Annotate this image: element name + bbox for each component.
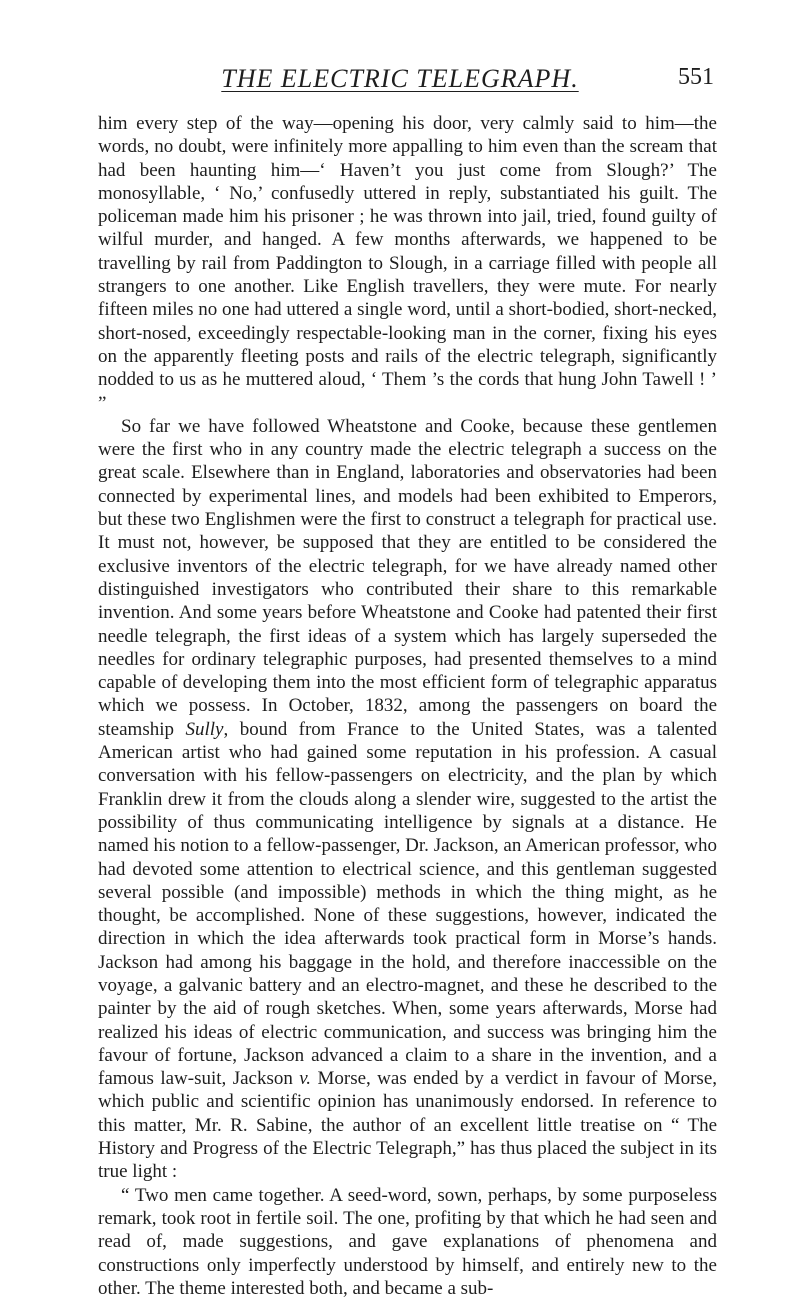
paragraph-3: “ Two men came together. A seed-word, sown, perhaps, by some purposeless remark, took root in fertile soil. The one, profiting by that which he had seen and read of, made suggestions, and gave explanations of phenomena and constructions only imperfectly understood by himself, and entirely new to the other. The theme interested both, and became a sub- (98, 1184, 717, 1299)
paragraph-2 (98, 415, 717, 1184)
running-head: THE ELECTRIC TELEGRAPH. (221, 64, 579, 93)
body-text (98, 112, 717, 1300)
page-number: 551 (678, 64, 714, 90)
versus-abbreviation: v. (299, 1068, 312, 1090)
paragraph-1: him every step of the way—opening his door, very calmly said to him—the words, no doubt, were infinitely more appalling to him even than the scream that had been haunting him—‘ Haven’t you just come from Slough?’ The monosyllable, ‘ No,’ confusedly uttered in reply, substantiated his guilt. The policeman made him his prisoner ; he was thrown into jail, tried, found guilty of wilful murder, and hanged. A few months afterwards, we happened to be travelling by rail from Paddington to Slough, in a carriage filled with people all strangers to one another. Like English travellers, they were mute. For nearly fifteen miles no one had uttered a single word, until a short-bodied, short-necked, short-nosed, exceedingly respectable-looking man in the corner, fixing his eyes on the apparently fleeting posts and rails of the electric telegraph, significantly nodded to us as he muttered aloud, ‘ Them ’s the cords that hung John Tawell ! ’ ” (98, 113, 717, 414)
ship-name: Sully (185, 718, 224, 740)
paragraph-2-part-2: , bound from France to the United States, was a talented American artist who had gained some reputation in his profession. A casual conversation with his fellow-passengers on electricity, and the plan by which Franklin drew it from the clouds along a slender wire, suggested to the artist the possibility of thus communicating intelligence by signals at a distance. He named his notion to a fellow-passenger, Dr. Jackson, an American professor, who had devoted some attention to electrical science, and this gentleman suggested several possible (and impossible) methods in which the thing might, as he thought, be accomplished. None of these suggestions, however, indicated the direction in which the idea afterwards took practical form in Morse’s hands. Jackson had among his baggage in the hold, and therefore inaccessible on the voyage, a galvanic battery and an electro-magnet, and these he described to the painter by the aid of rough sketches. When, some years afterwards, Morse had realized his ideas of electric communication, and success was bringing him the favour of fortune, Jackson advanced a claim to a share in the invention, and a famous law-suit, Jackson (98, 718, 717, 1090)
paragraph-2-part-1: So far we have followed Wheatstone and Cooke, because these gentlemen were the first who in any country made the electric telegraph a success on the great scale. Elsewhere than in England, laboratories and observatories had been connected by experimental lines, and models had been exhibited to Emperors, but these two Englishmen were the first to construct a telegraph for practical use. It must not, however, be supposed that they are entitled to be considered the exclusive inventors of the electric telegraph, for we have already named other distinguished investigators who contributed their share to this remarkable invention. And some years before Wheatstone and Cooke had patented their first needle telegraph, the first ideas of a system which has largely superseded the needles for ordinary telegraphic purposes, had presented themselves to a mind capable of developing them into the most efficient form of telegraphic apparatus which we possess. In October, 1832, among the passengers on board the steamship (98, 415, 717, 740)
paragraph-2-part-3: Morse, was ended by a verdict in favour of Morse, which public and scientific opinion has unanimously endorsed. In reference to this matter, Mr. R. Sabine, the author of an excellent little treatise on “ The History and Progress of the Electric Telegraph,” has thus placed the subject in its true light : (98, 1068, 718, 1183)
